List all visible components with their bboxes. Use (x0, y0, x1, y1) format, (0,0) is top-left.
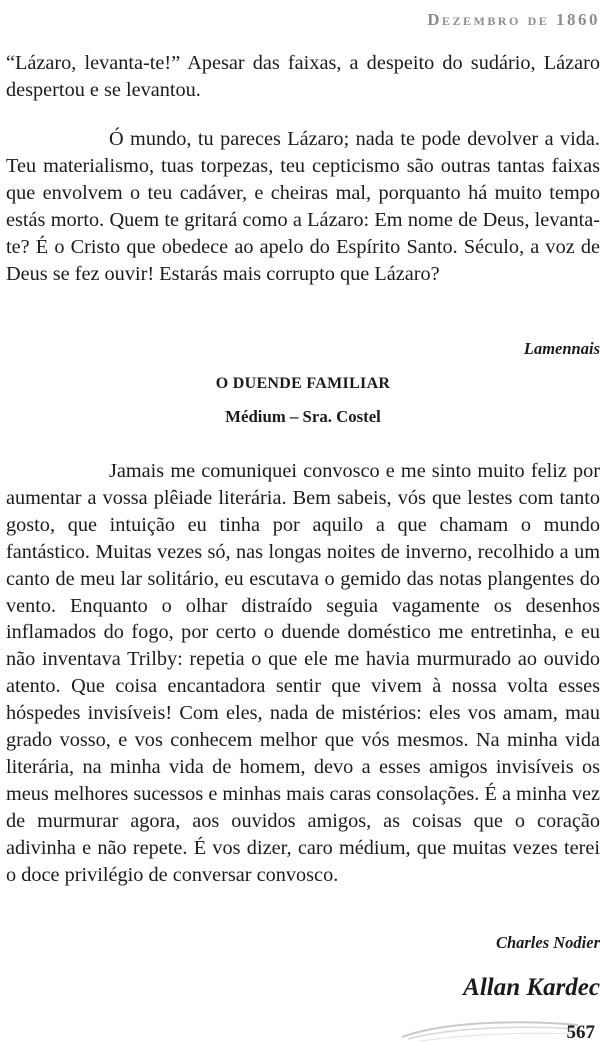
signature-lamennais: Lamennais (523, 339, 600, 358)
section-subtitle: Médium – Sra. Costel (225, 407, 381, 426)
paragraph-o-mundo: Ó mundo, tu pareces Lázaro; nada te pode devolver a vida. Teu materialismo, tuas torpezas, teu cepticismo são outras tantas faixas que envolvem o teu cadáver, e cheiras mal, porquanto há muito tempo estás morto. Quem te gritará como a Lázaro: Em nome de Deus, levanta-te? É o Cristo que obedece ao apelo do Espírito Santo. Século, a voz de Deus se fez ouvir! Estarás mais corrupto que Lázaro? (6, 128, 600, 285)
page-number: 567 (566, 1022, 595, 1043)
paragraph-lazarus-quote: “Lázaro, levanta-te!” Apesar das faixas, a despeito do sudário, Lázaro despertou e se levantou. (6, 52, 600, 101)
signature-allan-kardec: Allan Kardec (463, 974, 600, 1001)
running-header: Dezembro de 1860 (427, 10, 600, 29)
section-title: O DUENDE FAMILIAR (215, 375, 391, 392)
page-number-swoosh-ornament (400, 1015, 580, 1045)
paragraph-duende-familiar: Jamais me comuniquei convosco e me sinto muito feliz por aumentar a vossa plêiade literária. Bem sabeis, vós que lestes com tanto gosto, que intuição eu tinha por aquilo a que chamam o mundo fantástico. Muitas vezes só, nas longas noites de inverno, recolhido a um canto de meu lar solitário, eu escutava o gemido das notas plangentes do vento. Enquanto o olhar distraído seguia vagamente os desenhos inflamados do fogo, por certo o duende doméstico me entretinha, e eu não inventava Trilby: repetia o que ele me havia murmurado ao ouvido atento. Que coisa encantadora sentir que vivem à nossa volta esses hóspedes invisíveis! Com eles, nada de mistérios: eles vos amam, mau grado vosso, e vos conhecem melhor que vós mesmos. Na minha vida literária, na minha vida de homem, devo a esses amigos invisíveis os meus melhores sucessos e minhas mais caras consolações. É a minha vez de murmurar agora, aos ouvidos amigos, as coisas que o coração adivinha e não repete. É vos dizer, caro médium, que muitas vezes terei o doce privilégio de conversar convosco. (6, 460, 600, 886)
signature-charles-nodier: Charles Nodier (495, 933, 600, 952)
